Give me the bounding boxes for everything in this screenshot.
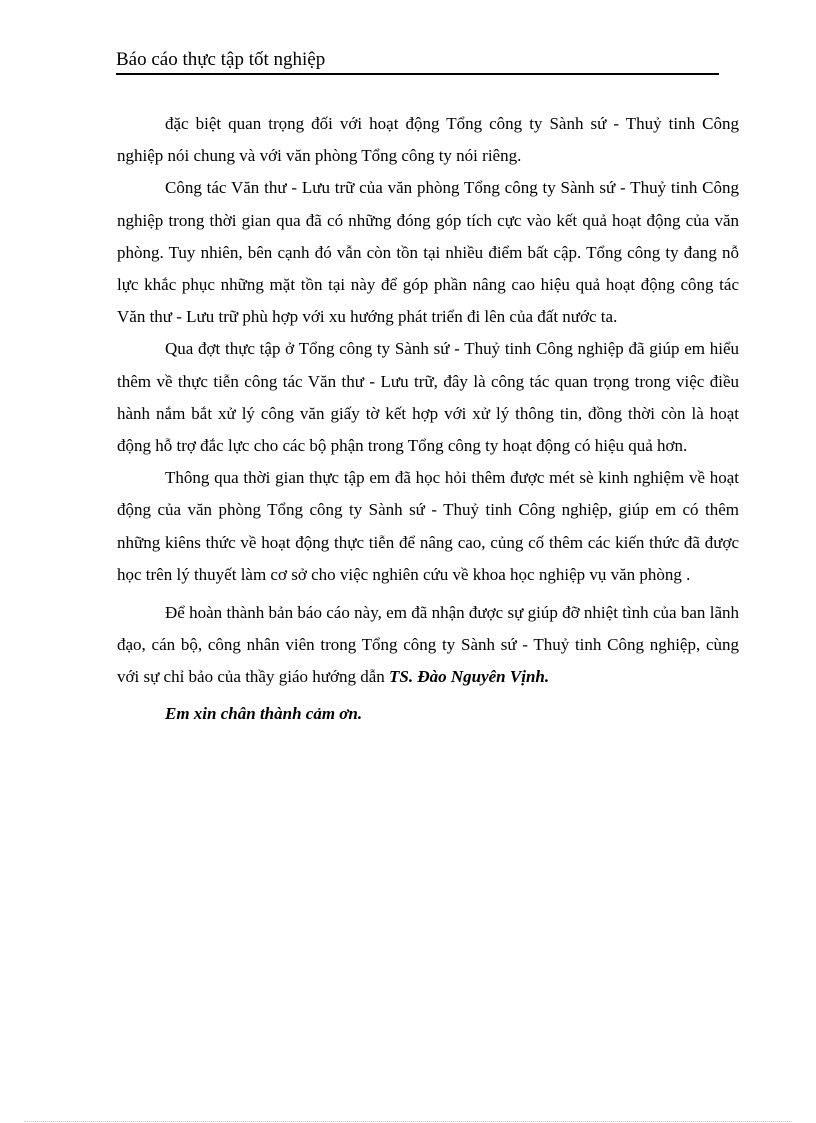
paragraph-3: Qua đợt thực tập ở Tổng công ty Sành sứ - Thuỷ tinh Công nghiệp đã giúp em hiểu thêm về thực tiễn công tác Văn thư - Lưu trữ, đây là công tác quan trọng trong việc điều hành nắm bắt xử lý công văn giấy tờ kết hợp với xử lý thông tin, đồng thời còn là hoạt động hỗ trợ đắc lực cho các bộ phận trong Tổng công ty hoạt động có hiệu quả hơn.	[117, 339, 739, 456]
closing-line: Em xin chân thành cảm ơn.	[165, 703, 363, 723]
acknowledgement-text: Để hoàn thành bản báo cáo này, em đã nhận được sự giúp đỡ nhiệt tình của ban lãnh đạo, cán bộ, công nhân viên trong Tổng công ty Sành sứ - Thuỷ tinh Công nghiệp, cùng với sự chỉ bảo của thầy giáo hướng dẫn	[117, 603, 739, 687]
paragraph-2: Công tác Văn thư - Lưu trữ của văn phòng Tổng công ty Sành sứ - Thuỷ tinh Công nghiệp trong thời gian qua đã có những đóng góp tích cực vào kết quả hoạt động của văn phòng. Tuy nhiên, bên cạnh đó vẫn còn tồn tại nhiều điểm bất cập. Tổng công ty đang nỗ lực khắc phục những mặt tồn tại này để góp phần nâng cao hiệu quả hoạt động công tác Văn thư - Lưu trữ phù hợp với xu hướng phát triển đi lên của đất nước ta.	[117, 178, 739, 327]
header-title: Báo cáo thực tập tốt nghiệp	[116, 49, 326, 70]
advisor-name: TS. Đào Nguyên Vịnh.	[388, 667, 550, 687]
page-header	[116, 47, 719, 75]
paragraph-1: đặc biệt quan trọng đối với hoạt động Tổng công ty Sành sứ - Thuỷ tinh Công nghiệp nói chung và với văn phòng Tổng công ty nói riêng.	[117, 114, 739, 166]
paragraph-acknowledgement	[117, 597, 739, 694]
page-body	[117, 108, 739, 730]
page-bottom-divider	[24, 1121, 792, 1122]
paragraph-4: Thông qua thời gian thực tập em đã học hỏi thêm được mét sè kinh nghiệm về hoạt động của văn phòng Tổng công ty Sành sứ - Thuỷ tinh Công nghiệp, giúp em có thêm những kiêns thức về hoạt động thực tiễn để nâng cao, củng cố thêm các kiến thức đã được học trên lý thuyết làm cơ sở cho việc nghiên cứu về khoa học nghiệp vụ văn phòng .	[117, 468, 739, 584]
